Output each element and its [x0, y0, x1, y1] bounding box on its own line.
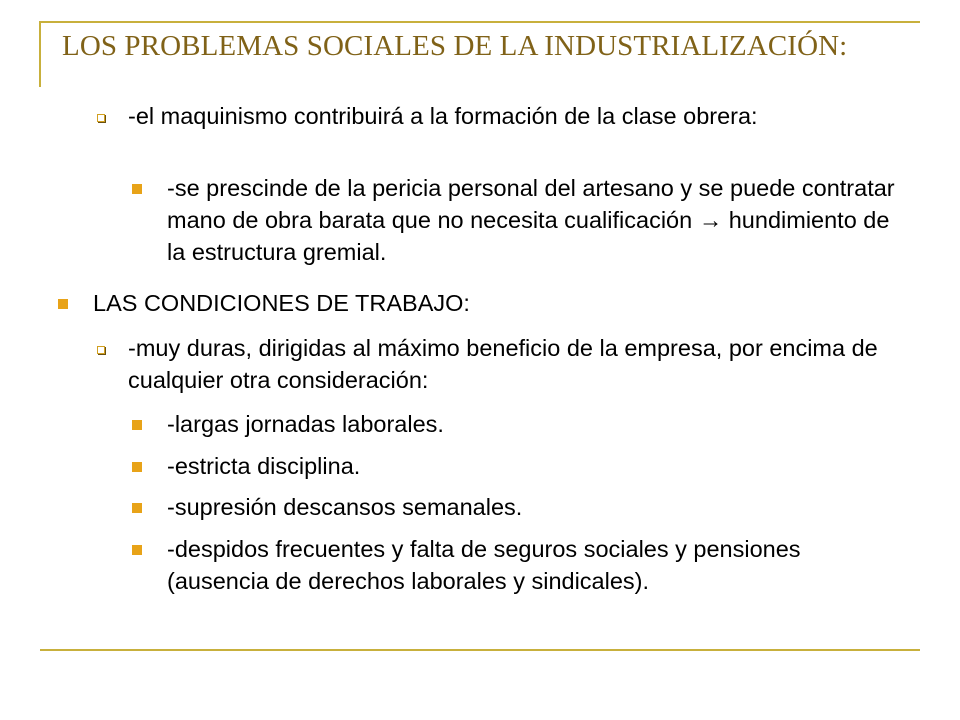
square-bullet-icon — [132, 462, 142, 472]
bullet-text: -muy duras, dirigidas al máximo beneficio de la empresa, por encima de cualquier otra consideración: — [128, 335, 878, 393]
bullet-text: -supresión descansos semanales. — [167, 494, 523, 520]
title-left-rule — [39, 21, 41, 87]
bullet-descansos — [167, 491, 907, 523]
bullet-text: -estricta disciplina. — [167, 453, 361, 479]
bullet-pericia — [167, 172, 907, 268]
slide-title: LOS PROBLEMAS SOCIALES DE LA INDUSTRIALIZACIÓN: — [62, 30, 848, 62]
bullet-text: -el maquinismo contribuirá a la formación de la clase obrera: — [128, 103, 758, 129]
bullet-text: -se prescinde de la pericia personal del artesano y se puede contratar mano de obra barata que no necesita cualificación → hundimiento de la estructura gremial. — [167, 175, 895, 265]
square-bullet-icon — [132, 545, 142, 555]
bullet-text: -largas jornadas laborales. — [167, 411, 444, 437]
bullet-muy-duras — [128, 332, 918, 396]
title-top-rule — [40, 21, 920, 23]
bullet-condiciones-trabajo — [93, 287, 913, 319]
bullet-jornadas — [167, 408, 907, 440]
hollow-square-bullet-icon — [97, 114, 105, 122]
square-bullet-icon — [58, 299, 68, 309]
bullet-text: -despidos frecuentes y falta de seguros sociales y pensiones (ausencia de derechos laborales y sindicales). — [167, 536, 801, 594]
hollow-square-bullet-icon — [97, 346, 105, 354]
bullet-disciplina — [167, 450, 907, 482]
bullet-text: LAS CONDICIONES DE TRABAJO: — [93, 290, 470, 316]
footer-rule — [40, 649, 920, 651]
square-bullet-icon — [132, 420, 142, 430]
square-bullet-icon — [132, 184, 142, 194]
bullet-despidos — [167, 533, 907, 597]
square-bullet-icon — [132, 503, 142, 513]
bullet-maquinismo — [128, 100, 918, 132]
